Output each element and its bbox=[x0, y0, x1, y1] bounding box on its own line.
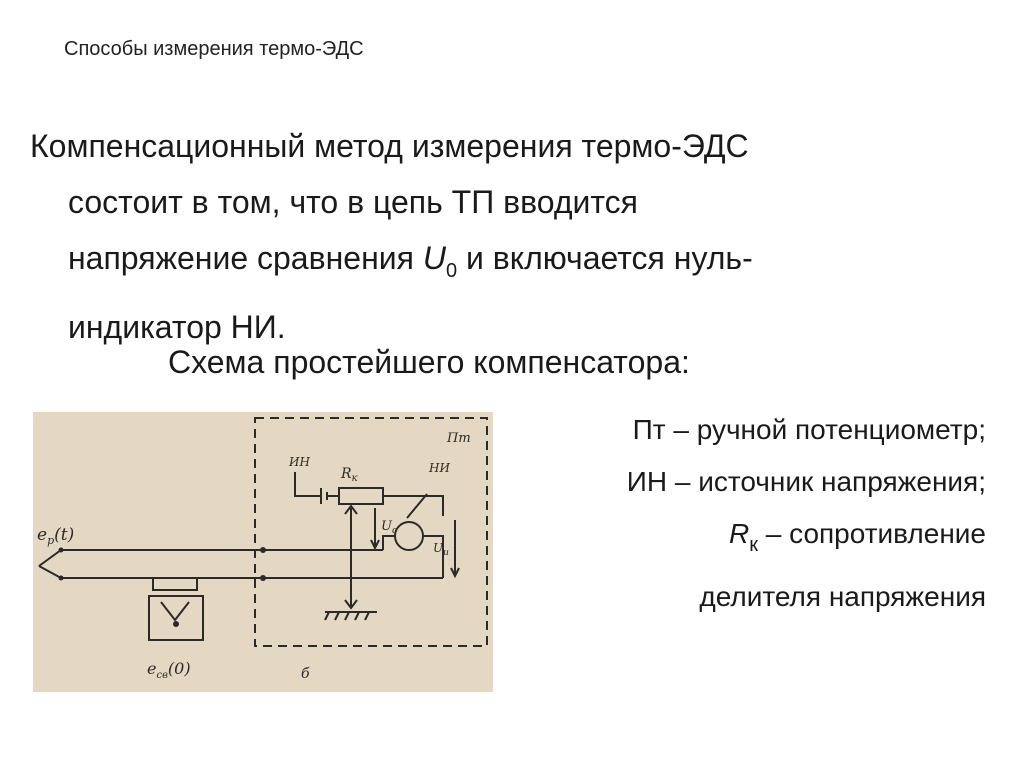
junction-dot bbox=[260, 547, 266, 553]
u0-letter: U bbox=[422, 240, 446, 276]
junction-dot bbox=[59, 548, 64, 553]
legend-item-rk-text: – сопротивление bbox=[758, 518, 986, 549]
junction-dot bbox=[59, 576, 64, 581]
paragraph-line-3-end: и включается нуль- bbox=[457, 240, 753, 276]
paragraph-line-1: Компенсационный метод измерения термо-ЭДС bbox=[30, 128, 749, 164]
paragraph-line-3-start: напряжение сравнения bbox=[68, 240, 423, 276]
paragraph-line-4: индикатор НИ. bbox=[68, 309, 286, 345]
label-in: ИН bbox=[289, 455, 310, 469]
indicator-pointer bbox=[407, 494, 427, 518]
ground-hatch-4 bbox=[355, 612, 359, 620]
label-ni: НИ bbox=[429, 461, 450, 475]
cold-junction-vee bbox=[161, 602, 189, 620]
u0-variable bbox=[422, 240, 458, 282]
label-rk: $R_к$ bbox=[341, 466, 358, 484]
circuit-diagram bbox=[33, 412, 493, 692]
scheme-subheading: Схема простейшего компенсатора: bbox=[168, 344, 690, 380]
legend-item-rk bbox=[627, 508, 986, 571]
ground-hatch-5 bbox=[365, 612, 369, 620]
slide-title: Способы измерения термо-ЭДС bbox=[64, 38, 364, 60]
u0-subscript: 0 bbox=[445, 260, 458, 282]
resistor-to-indicator bbox=[383, 496, 443, 516]
cold-junction-leads bbox=[153, 578, 197, 590]
legend-item-in: ИН – источник напряжения; bbox=[626, 466, 986, 497]
label-ep: $e_p(t)$ bbox=[37, 525, 75, 547]
label-ecv: $e_{св}(0)$ bbox=[147, 659, 191, 681]
main-paragraph bbox=[30, 118, 990, 355]
paragraph-line-2: состоит в том, что в цепь ТП вводится bbox=[68, 184, 638, 220]
junction-dot bbox=[173, 621, 179, 627]
null-indicator-circle bbox=[395, 522, 423, 550]
resistor-rk bbox=[339, 488, 383, 504]
ground-hatch-1 bbox=[325, 612, 329, 620]
label-pt: Пт bbox=[447, 431, 471, 446]
legend-item-pt: Пт – ручной потенциометр; bbox=[632, 414, 986, 445]
ground-hatch-2 bbox=[335, 612, 339, 620]
compensator-circuit-figure bbox=[33, 412, 493, 692]
label-ui: $U_и$ bbox=[433, 541, 449, 558]
ground-hatch-3 bbox=[345, 612, 349, 620]
legend bbox=[627, 404, 986, 623]
legend-item-divider: делителя напряжения bbox=[699, 581, 986, 612]
thermocouple-wire-bottom bbox=[39, 566, 443, 578]
junction-dot bbox=[260, 575, 266, 581]
rk-subscript: к bbox=[749, 534, 758, 556]
thermocouple-wire-top bbox=[39, 550, 383, 566]
junction-dots bbox=[59, 547, 267, 627]
paragraph-line-3 bbox=[30, 230, 990, 299]
label-uc: $U_c$ bbox=[381, 519, 398, 536]
label-b: б bbox=[301, 666, 310, 682]
source-left-wire bbox=[295, 472, 321, 496]
indicator-left-wire bbox=[383, 536, 395, 550]
rk-letter: R bbox=[729, 518, 750, 549]
